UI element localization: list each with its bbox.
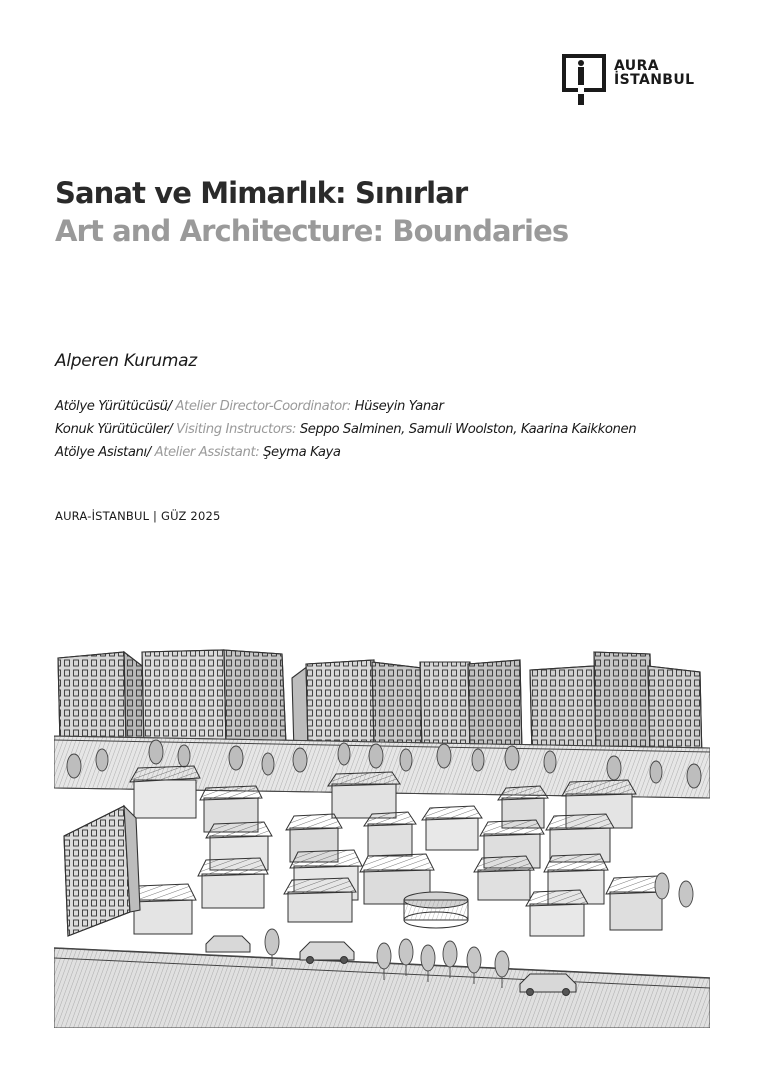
institution-term: AURA-İSTANBUL | GÜZ 2025 <box>55 509 221 523</box>
city-sketch-drawing <box>54 648 710 1028</box>
credit-line-visiting <box>55 418 636 441</box>
credit-role-tr: Atölye Yürütücüsü/ <box>55 399 172 414</box>
author-name: Alperen Kurumaz <box>55 351 197 371</box>
credit-role-tr: Konuk Yürütücüler/ <box>55 422 173 437</box>
credit-names: Şeyma Kaya <box>263 445 341 460</box>
left-tower <box>64 806 140 936</box>
credit-line-assistant <box>55 441 636 464</box>
credit-role-en: Visiting Instructors: <box>176 422 297 437</box>
credit-role-en: Atelier Director-Coordinator: <box>175 399 351 414</box>
credit-names: Hüseyin Yanar <box>354 399 444 414</box>
credits-block <box>55 395 636 464</box>
city-sketch-illustration <box>54 648 710 1028</box>
title-turkish: Sanat ve Mimarlık: Sınırlar <box>55 176 468 210</box>
aura-istanbul-logo <box>562 54 694 106</box>
logo-line-2: İSTANBUL <box>614 72 695 88</box>
credit-names: Seppo Salminen, Samuli Woolston, Kaarina Kaikkonen <box>299 422 637 437</box>
credit-role-en: Atelier Assistant: <box>154 445 260 460</box>
logo-wordmark <box>614 59 694 87</box>
credit-role-tr: Atölye Asistanı/ <box>55 445 151 460</box>
aura-logo-icon <box>562 54 606 106</box>
logo-line-1: AURA <box>614 58 659 74</box>
credit-line-director <box>55 395 636 418</box>
round-pavilion <box>404 892 468 928</box>
title-english: Art and Architecture: Boundaries <box>55 214 569 248</box>
